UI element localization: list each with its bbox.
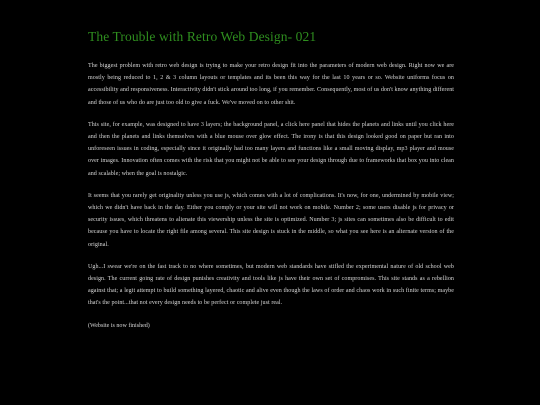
article-paragraph-3: It seems that you rarely get originality unless you use js, which comes with a lot of complications. It's now, for one, undermined by mobile view; which we didn't have back in the day. Either you comply or your site will not work on mobile. Number 2; some users disable js for privacy or security issues, which threatens to alienate this viewership unless the site is optimized. Number 3; js sites can sometimes also be difficult to edit because you have to locate the right file among several. This site design is stuck in the middle, so what you see here is an alternate version of the original.: [88, 192, 454, 248]
article-paragraph-2: This site, for example, was designed to have 3 layers; the background panel, a click here panel that hides the planets and links until you click here and then the planets and links themselves with a blue mouse over glow effect. The irony is that this design looked good on paper but ran into unforeseen issues in coding, especially since it originally had too many layers and functions like a small moving display, mp3 player and mouse over images. Innovation often comes with the risk that you might not be able to see your design through due to frameworks that box you into clean and scalable; when the goal is nostalgic.: [88, 121, 454, 177]
site-status-note: (Website is now finished): [88, 322, 150, 329]
article-title: The Trouble with Retro Web Design- 021: [88, 29, 317, 44]
article: [88, 28, 454, 332]
article-paragraph-1: The biggest problem with retro web design is trying to make your retro design fit into the parameters of modern web design. Right now we are mostly being reduced to 1, 2 & 3 column layouts or templates and its been this way for the last 10 years or so. Website uniforms focus on accessibility and responsiveness. Interactivity didn't stick around too long, if you remember. Consequently, most of us don't know anything different and those of us who do are just too old to give a fuck. We've moved on to other shit.: [88, 63, 454, 106]
article-paragraph-4: Ugh...I swear we're on the fast track to no where sometimes, but modern web standards have stifled the experimental nature of old school web design. The current going rate of design punishes creativity and tools like js have their own set of compromises. This site stands as a rebellion against that; a legit attempt to build something layered, chaotic and alive even though the laws of order and chaos work in such finite terms; maybe that's the point...that not every design needs to be perfect or complete just real.: [88, 263, 454, 307]
